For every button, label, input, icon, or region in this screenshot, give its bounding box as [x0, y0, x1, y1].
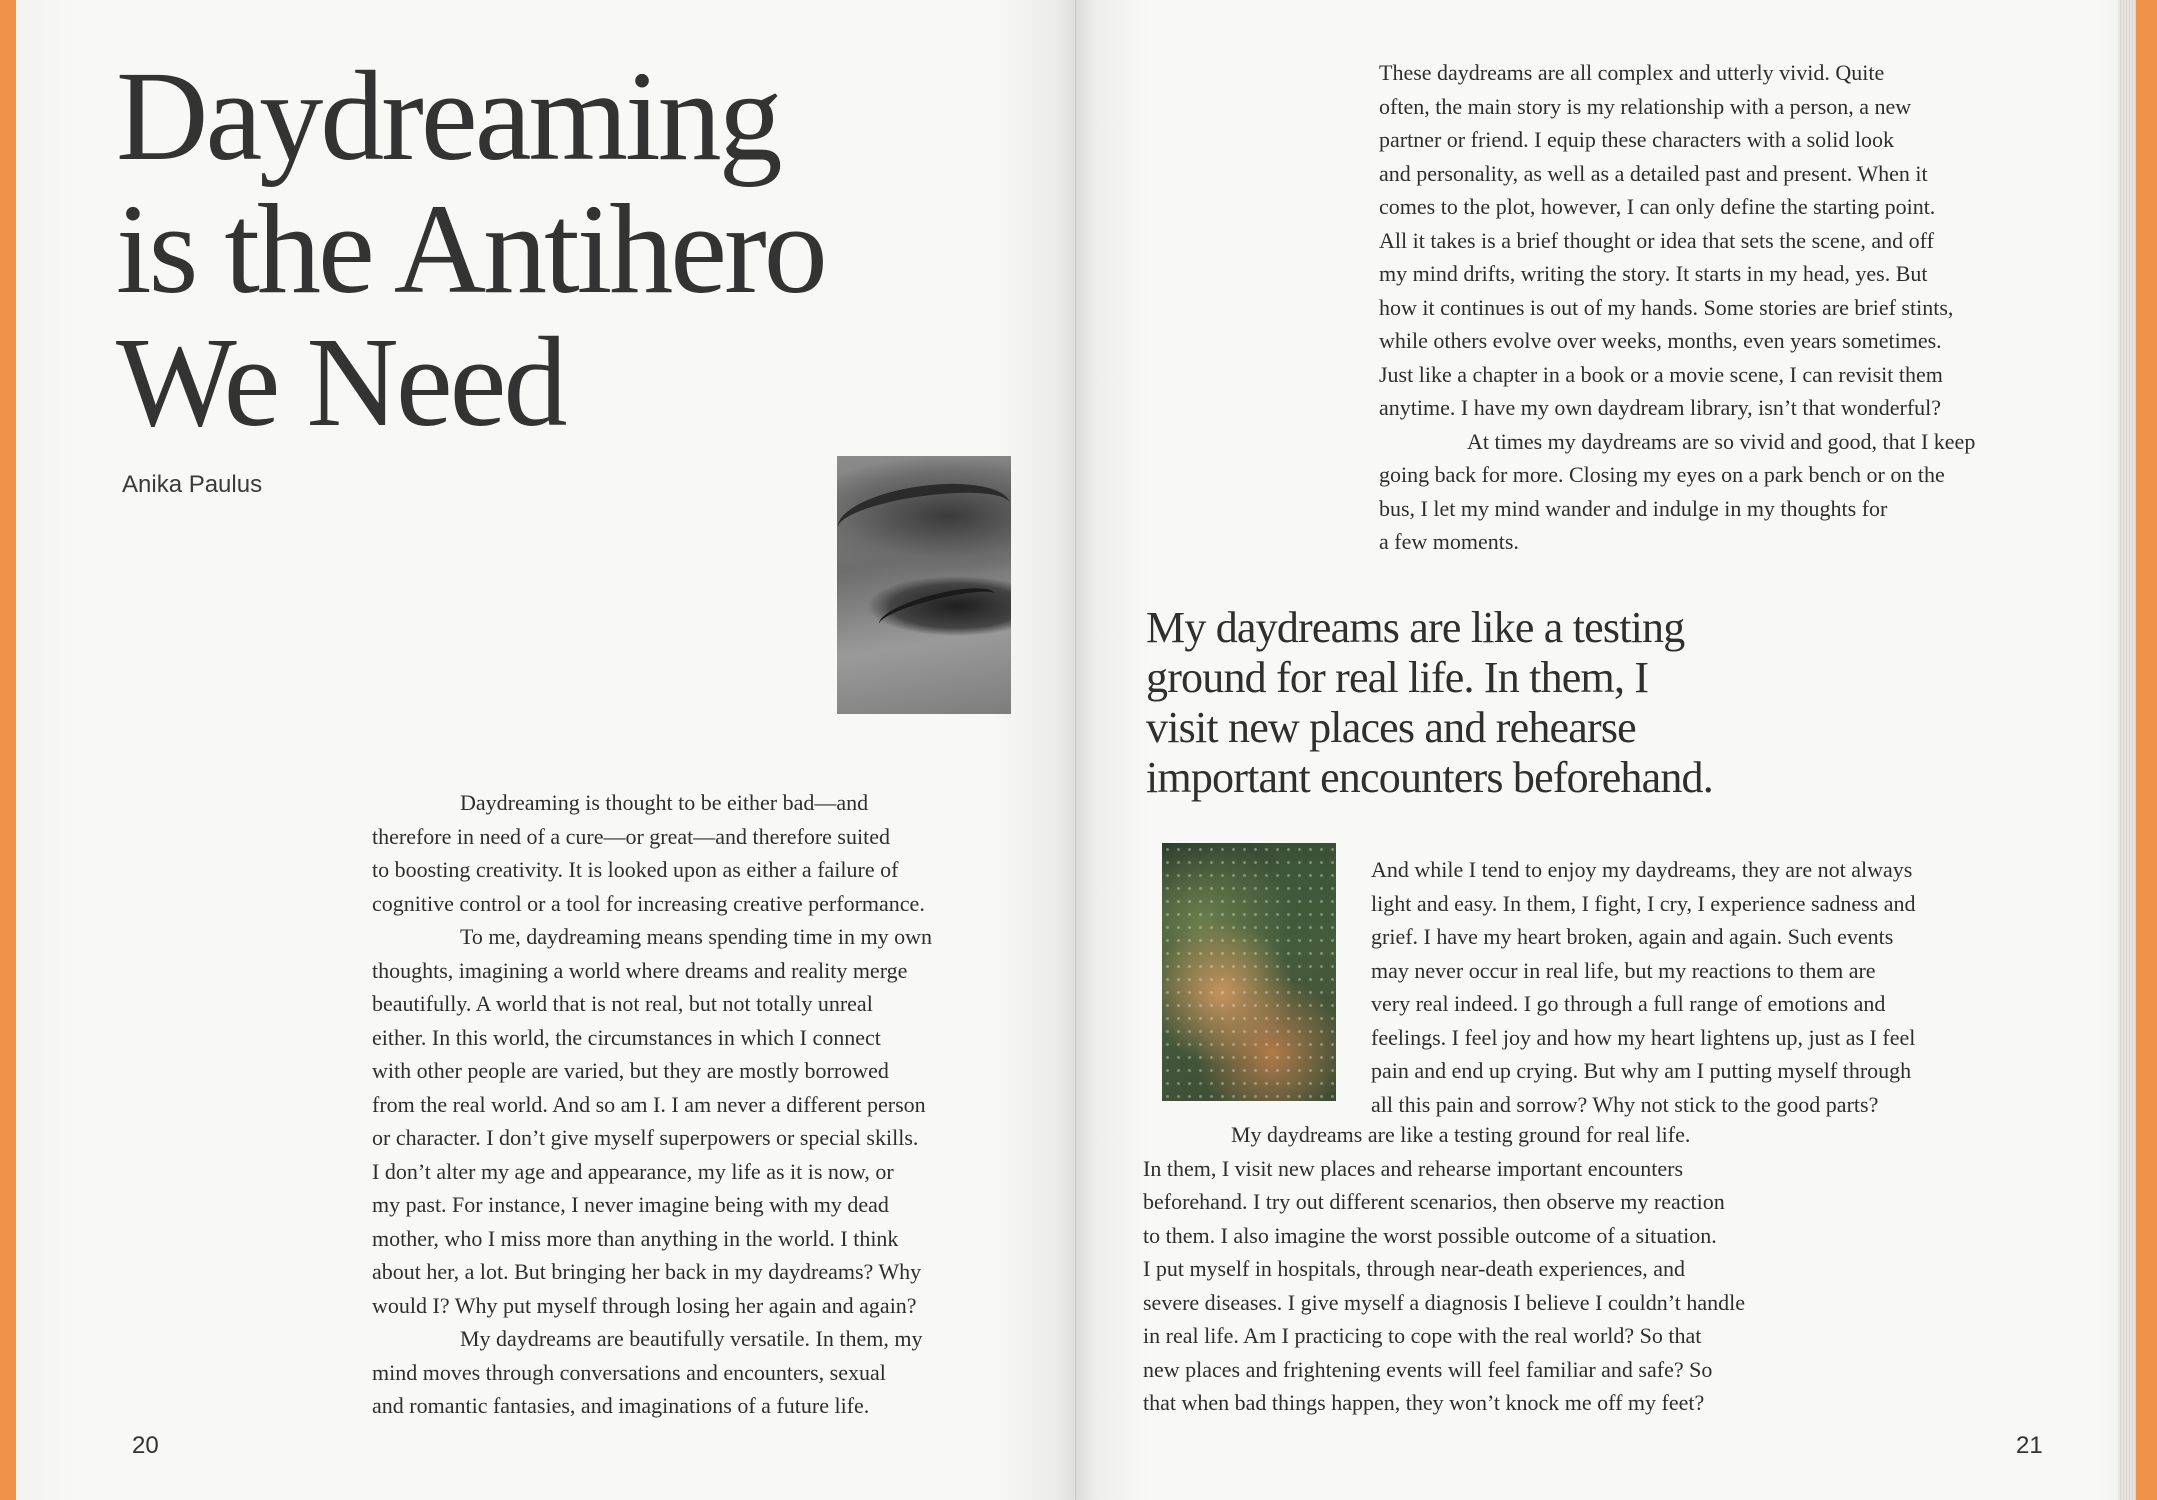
eyebrow-shape [834, 474, 1015, 558]
text-line: cognitive control or a tool for increasing creative performance. [372, 890, 925, 916]
text-line: light and easy. In them, I fight, I cry, I experience sadness and [1371, 890, 1916, 916]
text-line: beautifully. A world that is not real, but not totally unreal [372, 991, 873, 1016]
right-top-body-text [1379, 56, 1975, 559]
text-line: how it continues is out of my hands. Some stories are brief stints, [1379, 294, 1954, 320]
page-number-right: 21 [2016, 1432, 2043, 1459]
article-title [116, 45, 825, 453]
text-line: all this pain and sorrow? Why not stick to the good parts? [1371, 1091, 1879, 1117]
text-line: my mind drifts, writing the story. It starts in my head, yes. But [1379, 261, 1928, 286]
text-line: feelings. I feel joy and how my heart lightens up, just as I feel [1371, 1024, 1916, 1050]
text-line: Just like a chapter in a book or a movie scene, I can revisit them [1379, 361, 1943, 387]
text-line: new places and frightening events will feel familiar and safe? So [1143, 1356, 1713, 1382]
text-line: At times my daydreams are so vivid and good, that I keep [1467, 428, 1976, 454]
text-line: that when bad things happen, they won’t knock me off my feet? [1143, 1390, 1705, 1415]
text-line: about her, a lot. But bringing her back in my daydreams? Why [372, 1259, 922, 1284]
text-line: My daydreams are beautifully versatile. In them, my [460, 1326, 923, 1351]
text-line: partner or friend. I equip these characters with a solid look [1379, 127, 1894, 152]
text-line: mind moves through conversations and encounters, sexual [372, 1359, 886, 1385]
text-line: my past. For instance, I never imagine being with my dead [372, 1192, 889, 1217]
text-line: and personality, as well as a detailed past and present. When it [1379, 160, 1928, 186]
pull-quote-line: important encounters beforehand. [1146, 753, 1713, 802]
text-line: beforehand. I try out different scenarios, then observe my reaction [1143, 1189, 1725, 1214]
text-line: Daydreaming is thought to be either bad—and [460, 790, 869, 815]
text-line: to boosting creativity. It is looked upon as either a failure of [372, 857, 899, 882]
text-line: a few moments. [1379, 529, 1519, 554]
title-line: is the Antihero [116, 178, 825, 320]
left-body-text [372, 786, 932, 1423]
text-line: comes to the plot, however, I can only define the starting point. [1379, 194, 1936, 219]
eye-photo [837, 456, 1011, 714]
rain-window-photo [1162, 843, 1336, 1101]
text-line: therefore in need of a cure—or great—and therefore suited [372, 823, 890, 849]
pull-quote-line: ground for real life. In them, I [1146, 653, 1649, 702]
text-line: To me, daydreaming means spending time in my own [460, 924, 932, 949]
title-line: We Need [116, 311, 565, 453]
text-line: thoughts, imagining a world where dreams and reality merge [372, 957, 908, 983]
text-line: or character. I don’t give myself superpowers or special skills. [372, 1125, 919, 1150]
text-line: In them, I visit new places and rehearse important encounters [1143, 1155, 1684, 1181]
text-line: And while I tend to enjoy my daydreams, they are not always [1371, 857, 1913, 882]
text-line: bus, I let my mind wander and indulge in my thoughts for [1379, 495, 1888, 521]
text-line: from the real world. And so am I. I am never a different person [372, 1091, 926, 1117]
pull-quote-line: visit new places and rehearse [1146, 703, 1636, 752]
text-line: These daydreams are all complex and utterly vivid. Quite [1379, 60, 1885, 85]
text-line: I put myself in hospitals, through near-death experiences, and [1143, 1256, 1686, 1281]
text-line: very real indeed. I go through a full range of emotions and [1371, 991, 1886, 1016]
text-line: may never occur in real life, but my reactions to them are [1371, 957, 1876, 983]
pull-quote-line: My daydreams are like a testing [1146, 603, 1685, 652]
eyelash-shape [875, 582, 999, 637]
raindrops-texture [1162, 843, 1336, 1101]
text-line: while others evolve over weeks, months, even years sometimes. [1379, 328, 1942, 353]
pull-quote [1146, 603, 1713, 803]
text-line: My daydreams are like a testing ground for real life. [1231, 1122, 1691, 1147]
text-line: I don’t alter my age and appearance, my life as it is now, or [372, 1158, 894, 1184]
text-line: often, the main story is my relationship with a person, a new [1379, 93, 1912, 119]
text-line: with other people are varied, but they are mostly borrowed [372, 1058, 889, 1083]
text-line: pain and end up crying. But why am I putting myself through [1371, 1058, 1912, 1083]
text-line: anytime. I have my own daydream library, isn’t that wonderful? [1379, 395, 1942, 420]
right-wrap-body-text [1371, 853, 1916, 1121]
text-line: to them. I also imagine the worst possible outcome of a situation. [1143, 1222, 1717, 1248]
page-edge-stack [2118, 0, 2136, 1500]
text-line: going back for more. Closing my eyes on a park bench or on the [1379, 462, 1945, 487]
text-line: All it takes is a brief thought or idea that sets the scene, and off [1379, 227, 1934, 253]
text-line: would I? Why put myself through losing her again and again? [372, 1292, 917, 1318]
text-line: mother, who I miss more than anything in the world. I think [372, 1225, 899, 1251]
magazine-spread [16, 0, 2136, 1500]
text-line: severe diseases. I give myself a diagnosis I believe I couldn’t handle [1143, 1289, 1745, 1315]
title-line: Daydreaming [116, 45, 780, 187]
text-line: and romantic fantasies, and imaginations of a future life. [372, 1393, 870, 1418]
text-line: in real life. Am I practicing to cope with the real world? So that [1143, 1323, 1702, 1348]
page-number-left: 20 [132, 1432, 159, 1459]
text-line: grief. I have my heart broken, again and again. Such events [1371, 924, 1894, 949]
right-bottom-body-text [1143, 1118, 1745, 1420]
text-line: either. In this world, the circumstances in which I connect [372, 1024, 881, 1050]
left-page [16, 0, 1076, 1500]
author-name: Anika Paulus [122, 471, 263, 498]
